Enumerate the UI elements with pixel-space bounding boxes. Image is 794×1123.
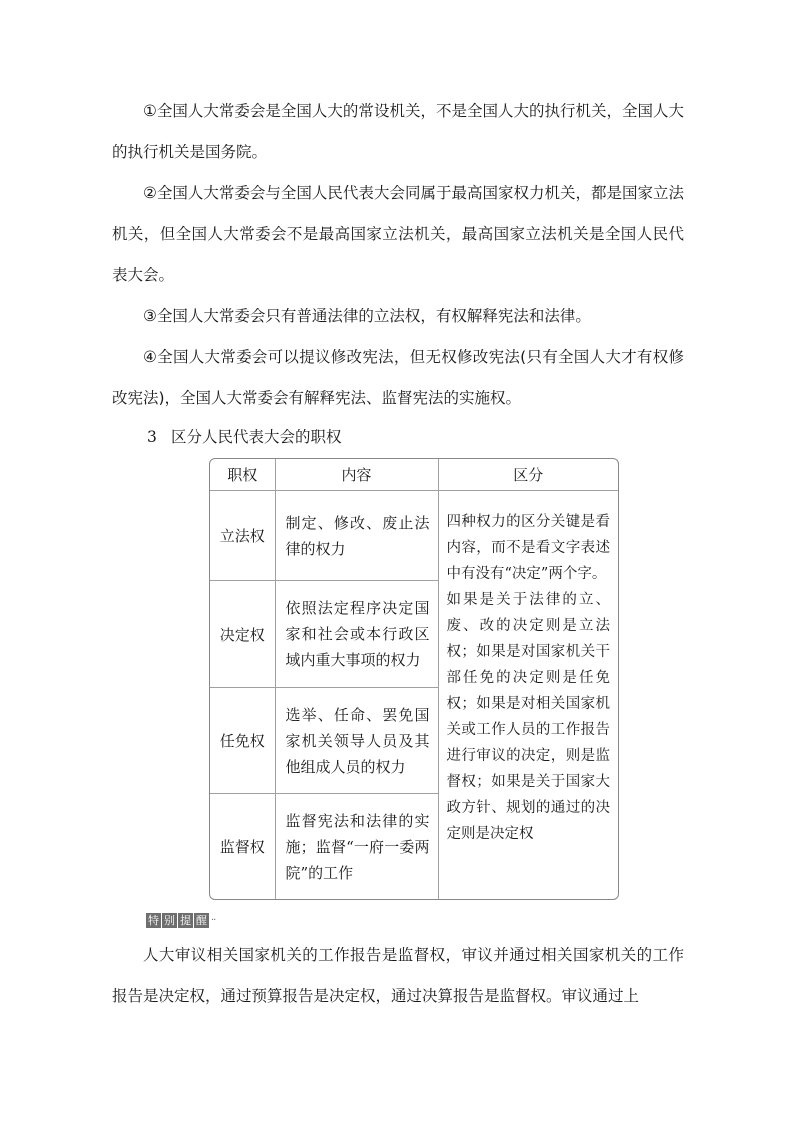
power-name: 任免权 [210, 688, 275, 794]
section-heading [147, 425, 342, 449]
table-row [210, 491, 618, 581]
power-content: 制定、修改、废止法律的权力 [275, 491, 438, 581]
badge-char: 醒 [196, 914, 207, 927]
header-distinction: 区分 [438, 459, 618, 491]
distinction-cell [438, 491, 618, 900]
badge-char: 特 [148, 914, 159, 927]
section-title: 区分人民代表大会的职权 [171, 428, 342, 446]
badge-char: 提 [180, 914, 191, 927]
power-content: 监督宪法和法律的实施；监督“一府一委两院”的工作 [275, 794, 438, 900]
table-header-row [210, 459, 618, 491]
powers-table [209, 458, 619, 900]
header-content: 内容 [275, 459, 438, 491]
power-content: 依照法定程序决定国家和社会或本行政区域内重大事项的权力 [275, 581, 438, 688]
distinction-text-2: 如果是关于法律的立、废、改的决定则是立法权；如果是对国家机关干部任免的决定则是任免权；如果是对相关国家机关或工作人员的工作报告进行审议的决定，则是监督权；如果是关于国家大政方针、规划的通过的决定则是决定权 [446, 592, 610, 842]
header-power: 职权 [210, 459, 275, 491]
tip-paragraph: 人大审议相关国家机关的工作报告是监督权，审议并通过相关国家机关的工作报告是决定权，通过预算报告是决定权，通过决算报告是监督权。审议通过上 [112, 946, 684, 1005]
paragraph-3: ③全国人大常委会只有普通法律的立法权，有权解释宪法和法律。 [143, 307, 591, 325]
badge-dots-decoration: ·· [211, 915, 216, 926]
power-content: 选举、任命、罢免国家机关领导人员及其他组成人员的权力 [275, 688, 438, 794]
distinction-text: 四种权力的区分关键是看内容，而不是看文字表述中有没有“决定”两个字。 [446, 514, 610, 582]
badge-char: 别 [164, 914, 175, 927]
power-name: 决定权 [210, 581, 275, 688]
paragraph-2: ②全国人大常委会与全国人民代表大会同属于最高国家权力机关，都是国家立法机关，但全国人大常委会不是最高国家立法机关，最高国家立法机关是全国人民代表大会。 [112, 184, 684, 284]
paragraph-1: ①全国人大常委会是全国人大的常设机关，不是全国人大的执行机关，全国人大的执行机关是国务院。 [112, 102, 684, 161]
power-name: 监督权 [210, 794, 275, 900]
section-number: 3 [147, 428, 157, 446]
paragraph-4: ④全国人大常委会可以提议修改宪法，但无权修改宪法(只有全国人大才有权修改宪法)，全国人大常委会有解释宪法、监督宪法的实施权。 [112, 348, 684, 407]
special-reminder-badge [146, 913, 215, 928]
power-name: 立法权 [210, 491, 275, 581]
